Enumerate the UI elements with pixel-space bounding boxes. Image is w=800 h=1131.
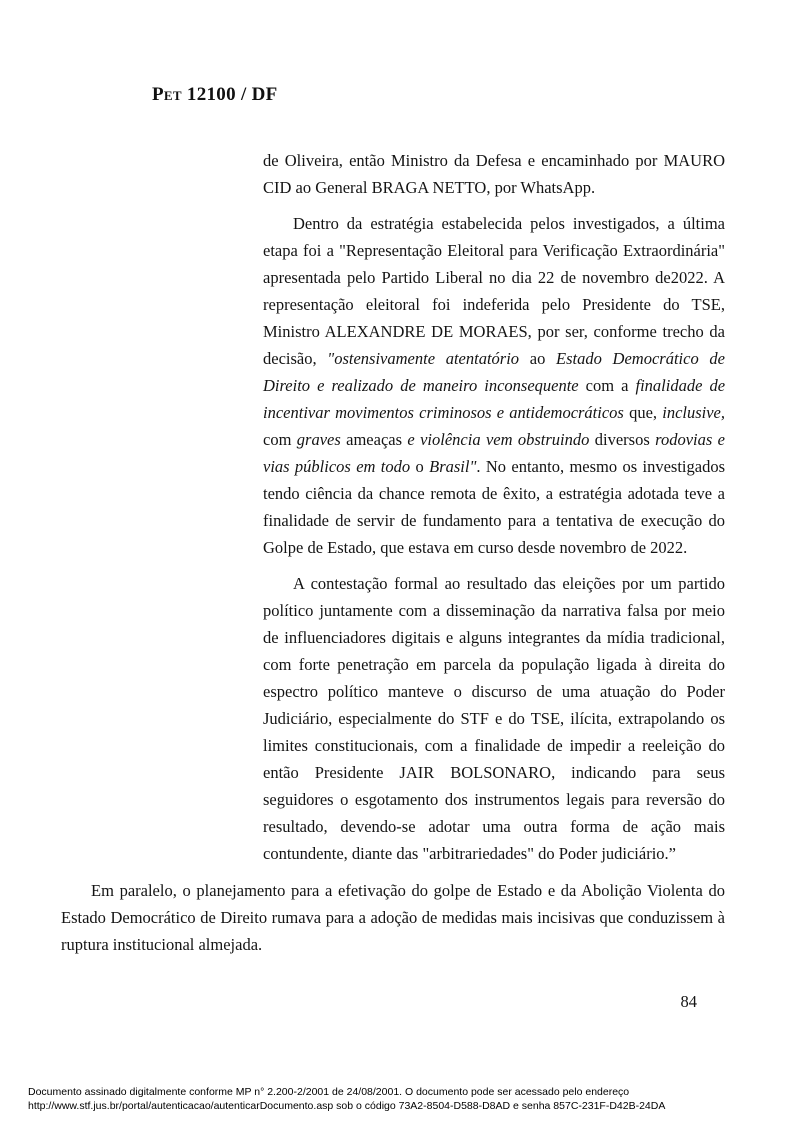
text-segment: . No entanto, mesmo os investigados tendo ciência da chance remota de êxito, a estratégia adotada teve a finalidade de servir de fundamento para a tentativa de execução do Golpe de Estado, que estava em curso desde novembro de 2022.: [263, 457, 725, 557]
text-segment: com a: [578, 376, 636, 395]
italic-text-segment: "ostensivamente atentatório: [327, 349, 520, 368]
text-segment: de Oliveira, então Ministro da Defesa e encaminhado por MAURO CID ao General BRAGA NETTO, por WhatsApp.: [263, 151, 725, 197]
footer-line: Documento assinado digitalmente conforme MP n° 2.200-2/2001 de 24/08/2001. O documento pode ser acessado pelo endereço: [28, 1086, 630, 1098]
italic-text-segment: Estado Democrático de Direito e realizado de maneiro inconsequente: [263, 349, 725, 395]
italic-text-segment: inclusive,: [662, 403, 726, 422]
text-segment: ameaças: [340, 430, 408, 449]
text-segment: A contestação formal ao resultado das eleições por um partido político juntamente com a disseminação da narrativa falsa por meio de influenciadores digitais e alguns integrantes da mídia tradicional, com forte penetração em parcela da população ligada à direita do espectro político manteve o discurso de uma atuação do Poder Judiciário, especialmente do STF e do TSE, ilícita, extrapolando os limites constitucionais, com a finalidade de impedir a reeleição do então Presidente JAIR BOLSONARO, indicando para seus seguidores o esgotamento dos instrumentos legais para reversão do resultado, devendo-se adotar uma outra forma de ação mais contundente, diante das "arbitrariedades" do Poder judiciário.”: [263, 574, 725, 863]
quote-paragraph: [263, 570, 725, 867]
quote-paragraph: [263, 147, 725, 201]
italic-text-segment: rodovias e vias públicos em todo: [263, 430, 725, 476]
signature-footer: [28, 1085, 768, 1113]
footer-line: http://www.stf.jus.br/portal/autenticacao/autenticarDocumento.asp sob o código 73A2-8504-D588-D8AD e senha 857C-231F-D42B-24DA: [28, 1100, 666, 1112]
text-segment: o: [410, 457, 430, 476]
text-segment: diversos: [589, 430, 656, 449]
italic-text-segment: finalidade de incentivar movimentos criminosos e antidemocráticos: [263, 376, 726, 422]
text-segment: ao: [519, 349, 557, 368]
case-header: Pet 12100 / DF: [152, 84, 278, 105]
text-segment: que,: [623, 403, 663, 422]
page-number: 84: [680, 992, 697, 1011]
quote-paragraph: [263, 210, 725, 561]
text-segment: Dentro da estratégia estabelecida pelos investigados, a última etapa foi a "Representação Eleitoral para Verificação Extraordinária" apresentada pelo Partido Liberal no dia 22 de novembro de2022. A representação eleitoral foi indeferida pelo Presidente do TSE, Ministro ALEXANDRE DE MORAES, por ser, conforme trecho da decisão,: [263, 214, 725, 368]
italic-text-segment: Brasil": [429, 457, 477, 476]
body-paragraph: Em paralelo, o planejamento para a efetivação do golpe de Estado e da Abolição Violenta do Estado Democrático de Direito rumava para a adoção de medidas mais incisivas que conduzissem à ruptura institucional almejada.: [61, 881, 725, 954]
italic-text-segment: graves: [296, 430, 341, 449]
text-segment: com: [263, 430, 297, 449]
italic-text-segment: e violência vem obstruindo: [407, 430, 590, 449]
quote-block: [263, 147, 725, 876]
